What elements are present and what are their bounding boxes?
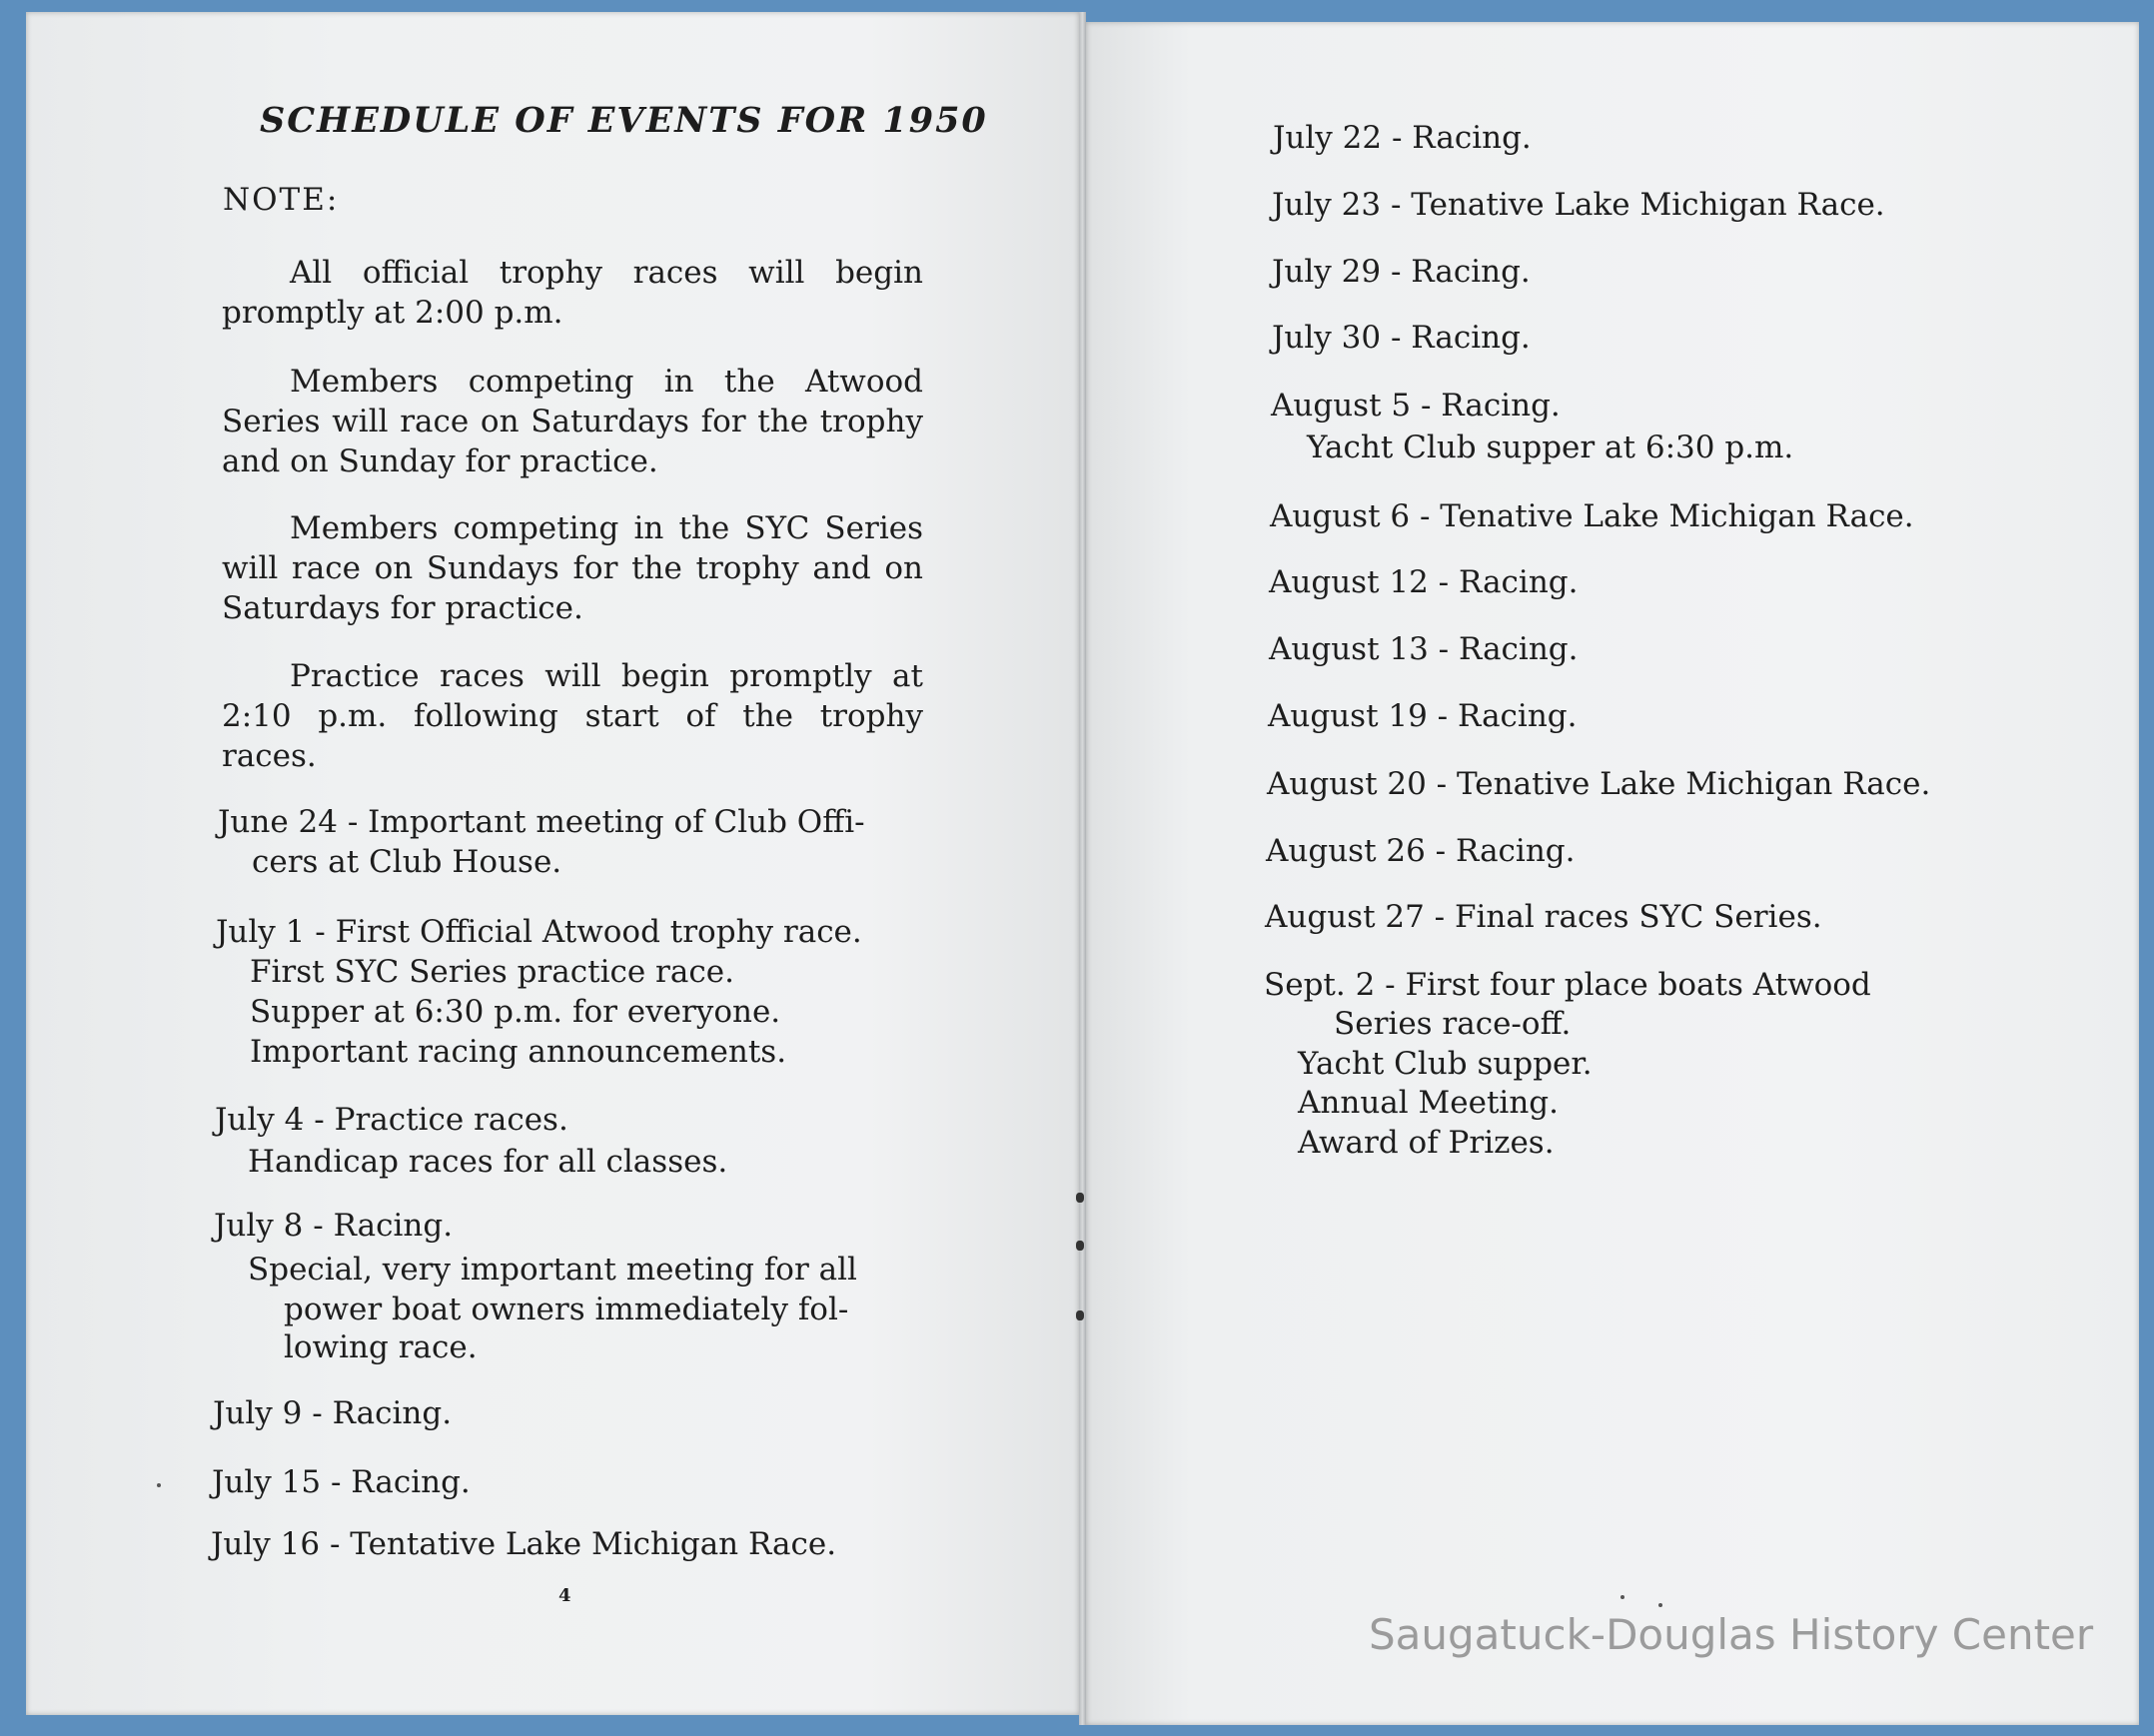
event-august-20: August 20 - Tenative Lake Michigan Race.	[1267, 766, 1931, 802]
staple-hole	[1076, 1193, 1084, 1203]
note-line: Series will race on Saturdays for the trophy	[222, 404, 923, 439]
staple-hole	[1076, 1310, 1084, 1320]
book-gutter	[1079, 12, 1086, 1725]
page-title: SCHEDULE OF EVENTS FOR 1950	[260, 100, 988, 141]
event-july-22: July 22 - Racing.	[1273, 120, 1532, 156]
event-august-13: August 13 - Racing.	[1269, 631, 1579, 667]
event-august-6: August 6 - Tenative Lake Michigan Race.	[1270, 498, 1914, 534]
event-july-23: July 23 - Tenative Lake Michigan Race.	[1272, 187, 1885, 223]
watermark: Saugatuck-Douglas History Center	[1369, 1610, 2094, 1659]
event-july-4: July 4 - Practice races.	[215, 1102, 568, 1138]
note-paragraph-1	[222, 253, 923, 333]
note-line: Members competing in the Atwood	[290, 364, 923, 400]
note-line: promptly at 2:00 p.m.	[222, 295, 563, 331]
event-august-19: August 19 - Racing.	[1268, 698, 1578, 734]
note-line: races.	[222, 738, 317, 774]
note-line: will race on Sundays for the trophy and on	[222, 550, 923, 586]
event-july-30: July 30 - Racing.	[1272, 320, 1531, 356]
event-august-26: August 26 - Racing.	[1266, 833, 1576, 869]
event-july-15: July 15 - Racing.	[212, 1464, 471, 1500]
event-august-27: August 27 - Final races SYC Series.	[1265, 899, 1822, 935]
event-detail: Handicap races for all classes.	[248, 1144, 728, 1180]
event-detail: First SYC Series practice race.	[250, 954, 734, 990]
note-line: Saturdays for practice.	[222, 590, 583, 626]
note-paragraph-3	[222, 508, 923, 628]
event-august-5: August 5 - Racing.	[1271, 388, 1561, 424]
event-july-29: July 29 - Racing.	[1272, 254, 1531, 290]
event-detail: Award of Prizes.	[1298, 1125, 1555, 1161]
event-detail: Annual Meeting.	[1298, 1085, 1560, 1121]
event-detail: lowing race.	[284, 1329, 478, 1365]
event-detail: Yacht Club supper.	[1298, 1046, 1593, 1082]
note-line: All official trophy races will begin	[290, 255, 923, 291]
event-detail: cers at Club House.	[252, 844, 562, 880]
staple-hole	[1076, 1241, 1084, 1251]
paper-speck	[1658, 1603, 1662, 1607]
event-june-24: June 24 - Important meeting of Club Offi-	[218, 804, 865, 840]
note-label: NOTE:	[223, 182, 340, 218]
note-line: 2:10 p.m. following start of the trophy	[222, 698, 923, 734]
note-paragraph-4	[222, 656, 923, 776]
event-july-16: July 16 - Tentative Lake Michigan Race.	[211, 1526, 837, 1562]
event-detail: power boat owners immediately fol-	[284, 1292, 849, 1327]
event-detail: Yacht Club supper at 6:30 p.m.	[1307, 430, 1794, 465]
page-number: 4	[558, 1585, 571, 1606]
event-detail: Series race-off.	[1334, 1006, 1572, 1042]
event-august-12: August 12 - Racing.	[1269, 564, 1579, 600]
event-detail: Special, very important meeting for all	[248, 1252, 857, 1288]
note-line: and on Sunday for practice.	[222, 443, 658, 479]
event-detail: Supper at 6:30 p.m. for everyone.	[250, 994, 781, 1030]
paper-speck	[1620, 1595, 1624, 1599]
right-page	[1086, 22, 2139, 1725]
note-paragraph-2	[222, 362, 923, 481]
event-july-8: July 8 - Racing.	[214, 1208, 454, 1244]
note-line: Practice races will begin promptly at	[290, 658, 923, 694]
event-july-1: July 1 - First Official Atwood trophy race.	[216, 914, 862, 950]
event-sept-2: Sept. 2 - First four place boats Atwood	[1264, 967, 1871, 1003]
paper-speck	[157, 1483, 161, 1487]
event-detail: Important racing announcements.	[250, 1034, 787, 1070]
note-line: Members competing in the SYC Series	[290, 510, 923, 546]
event-july-9: July 9 - Racing.	[213, 1395, 453, 1431]
